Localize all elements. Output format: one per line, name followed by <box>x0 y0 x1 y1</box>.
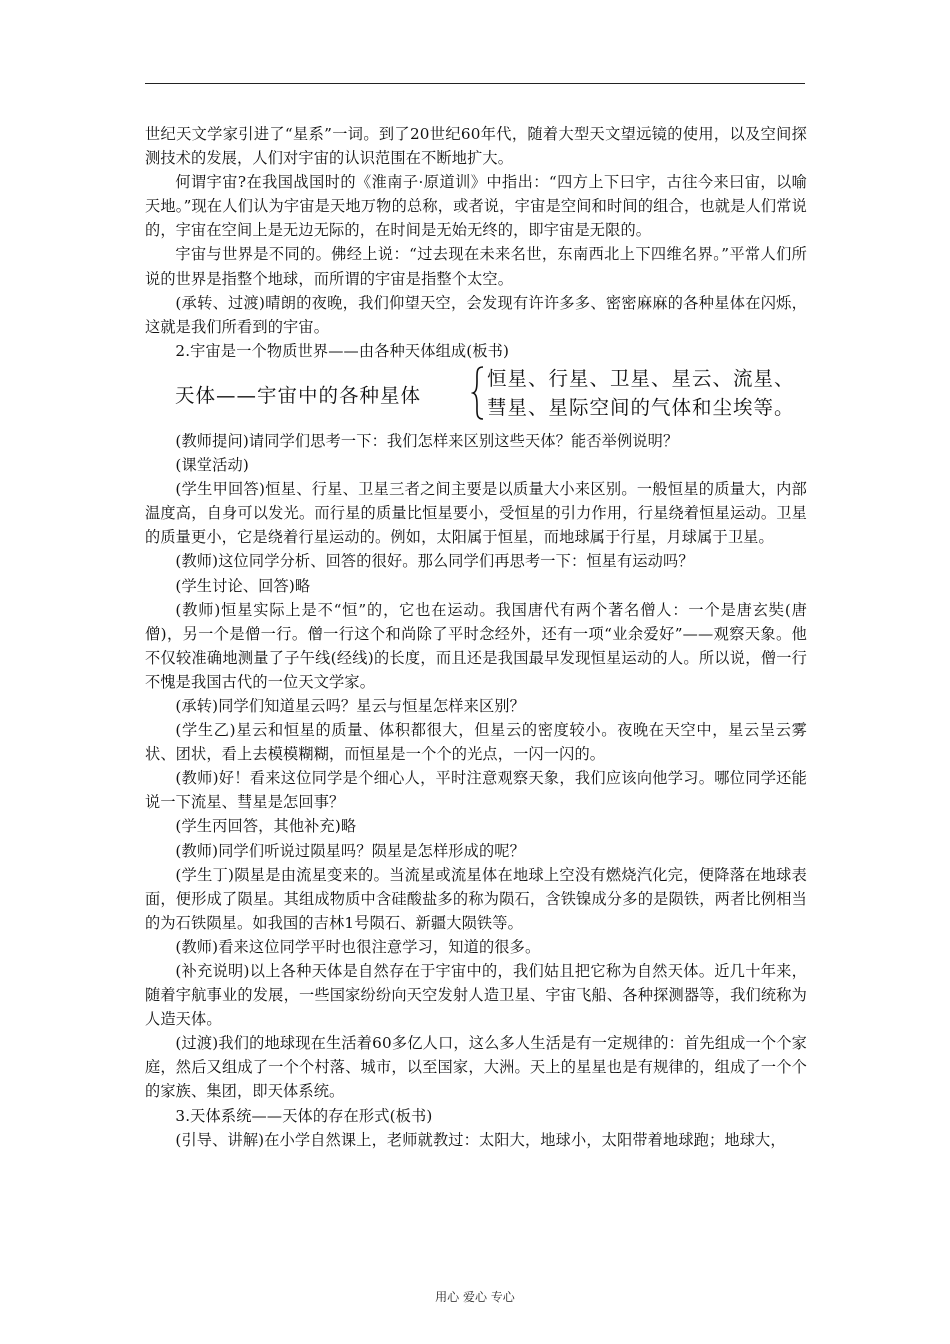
paragraph: (学生丁)陨星是由流星变来的。当流星或流星体在地球上空没有燃烧汽化完，便降落在地球表面，便形成了陨星。其组成物质中含硅酸盐多的称为陨石，含铁镍成分多的是陨铁，两者比例相当的为石铁陨星。如我国的吉林1号陨石、新疆大陨铁等。 <box>145 865 807 932</box>
paragraph-group-bottom <box>145 429 807 1152</box>
paragraph: (学生讨论、回答)略 <box>175 576 311 595</box>
paragraph: 2.宇宙是一个物质世界——由各种天体组成(板书) <box>175 341 510 360</box>
paragraph: (教师提问)请同学们思考一下：我们怎样来区别这些天体？能否举例说明？ <box>175 431 679 450</box>
paragraph: (承转、过渡)晴朗的夜晚，我们仰望天空，会发现有许许多多、密密麻麻的各种星体在闪烁，这就是我们所看到的宇宙。 <box>145 293 807 336</box>
paragraph: (教师)同学们听说过陨星吗？陨星是怎样形成的呢？ <box>175 841 525 860</box>
paragraph: (承转)同学们知道星云吗？星云与恒星怎样来区别？ <box>175 696 525 715</box>
body-text <box>145 122 807 1152</box>
board-line-2: 彗星、星际空间的气体和尘埃等。 <box>487 395 795 419</box>
paragraph: (补充说明)以上各种天体是自然存在于宇宙中的，我们姑且把它称为自然天体。近几十年来，随着宇航事业的发展，一些国家纷纷向天空发射人造卫星、宇宙飞船、各种探测器等，我们统称为人造天体。 <box>145 962 807 1029</box>
paragraph: (学生甲回答)恒星、行星、卫星三者之间主要是以质量大小来区别。一般恒星的质量大，内部温度高，自身可以发光。而行星的质量比恒星要小，受恒星的引力作用，行星绕着恒星运动。卫星的质量更小，它是绕着行星运动的。例如，太阳属于恒星，而地球属于行星，月球属于卫星。 <box>145 480 807 547</box>
paragraph-group-top <box>145 122 807 363</box>
paragraph: (教师)看来这位同学平时也很注意学习，知道的很多。 <box>175 937 541 956</box>
paragraph: (引导、讲解)在小学自然课上，老师就教过：太阳大，地球小，太阳带着地球跑；地球大， <box>175 1130 786 1149</box>
paragraph: (教师)恒星实际上是不“恒”的，它也在运动。我国唐代有两个著名僧人：一个是唐玄奘(唐僧)，另一个是僧一行。僧一行这个和尚除了平时念经外，还有一项“业余爱好”——观察天象。他不仅较准确地测量了子午线(经线)的长度，而且还是我国最早发现恒星运动的人。所以说，僧一行不愧是我国古代的一位天文学家。 <box>145 600 807 691</box>
board-right-list <box>487 364 795 422</box>
paragraph: (过渡)我们的地球现在生活着60多亿人口，这么多人生活是有一定规律的：首先组成一个个家庭，然后又组成了一个个村落、城市，以至国家，大洲。天上的星星也是有规律的，组成了一个个的家族、集团，即天体系统。 <box>145 1034 807 1101</box>
paragraph: (教师)好！看来这位同学是个细心人，平时注意观察天象，我们应该向他学习。哪位同学还能说一下流星、彗星是怎回事？ <box>145 769 807 812</box>
paragraph: 宇宙与世界是不同的。佛经上说：“过去现在未来名世，东南西北上下四维名界。”平常人们所说的世界是指整个地球，而所谓的宇宙是指整个太空。 <box>145 245 807 288</box>
paragraph: 世纪天文学家引进了“星系”一词。到了20世纪60年代，随着大型天文望远镜的使用，以及空间探测技术的发展，人们对宇宙的认识范围在不断地扩大。 <box>145 125 807 168</box>
header-rule <box>145 83 805 84</box>
paragraph: (学生乙)星云和恒星的质量、体积都很大，但星云的密度较小。夜晚在天空中，星云呈云雾状、团状，看上去模模糊糊，而恒星是一个个的光点，一闪一闪的。 <box>145 721 807 764</box>
paragraph: (课堂活动) <box>175 456 249 475</box>
blackboard-summary <box>175 364 807 422</box>
board-line-1: 恒星、行星、卫星、星云、流星、 <box>487 366 795 390</box>
curly-brace-icon <box>471 365 485 421</box>
paragraph: (学生丙回答，其他补充)略 <box>175 817 357 836</box>
paragraph: 何谓宇宙?在我国战国时的《淮南子·原道训》中指出：“四方上下曰宇，古往今来曰宙，以喻天地。”现在人们认为宇宙是天地万物的总称，或者说，宇宙是空间和时间的组合，也就是人们常说的，宇宙在空间上是无边无际的，在时间是无始无终的，即宇宙是无限的。 <box>145 173 807 240</box>
paragraph: 3.天体系统——天体的存在形式(板书) <box>175 1106 433 1125</box>
paragraph: (教师)这位同学分析、回答的很好。那么同学们再思考一下：恒星有运动吗？ <box>175 552 694 571</box>
board-left-label: 天体——宇宙中的各种星体 <box>175 383 422 407</box>
page-footer: 用心 爱心 专心 <box>435 1290 515 1304</box>
